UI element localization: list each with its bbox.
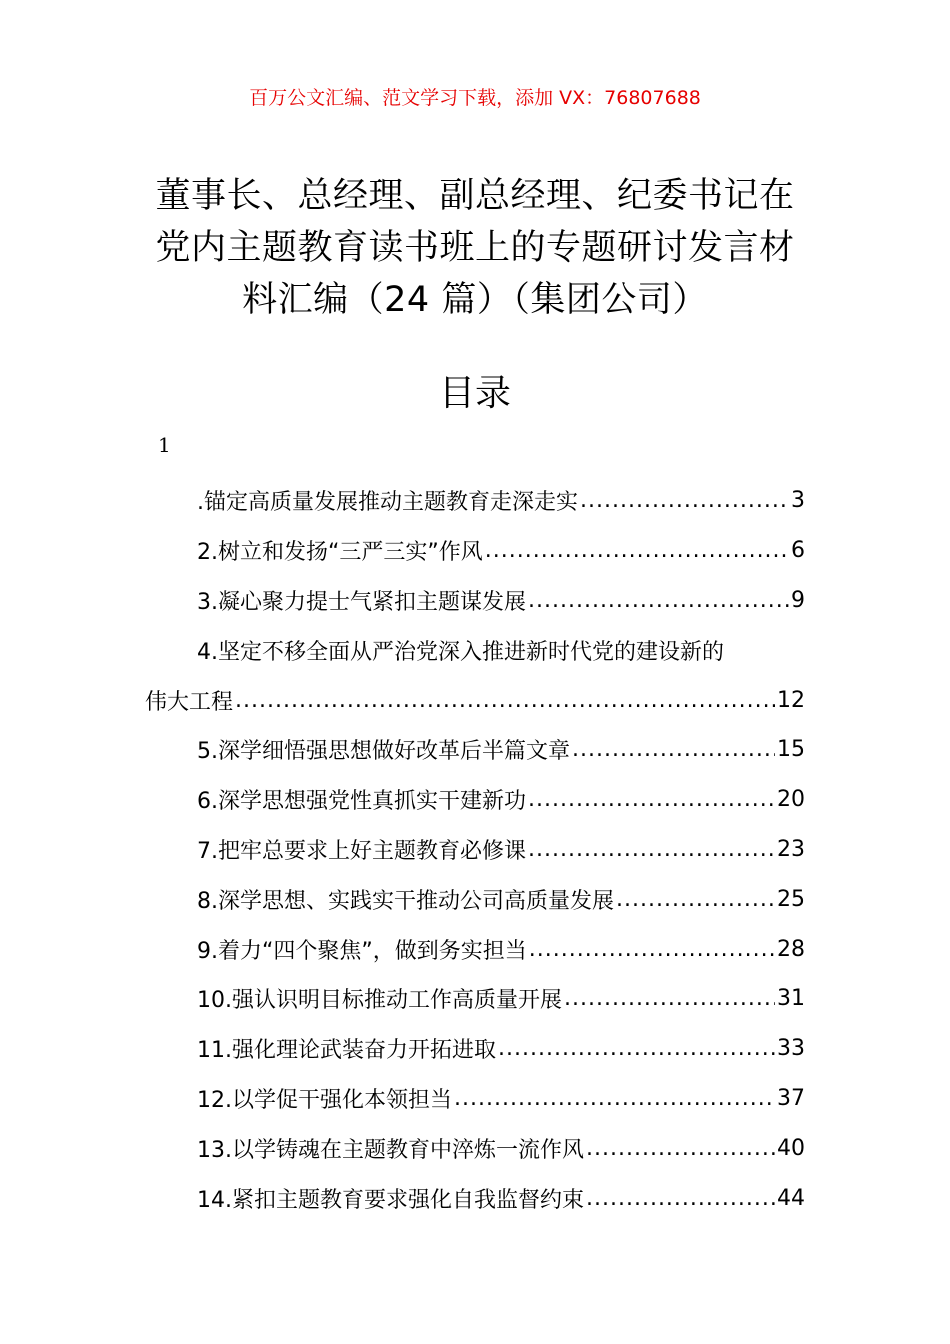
toc-leader-dots: [586, 1136, 775, 1161]
toc-entry-2[interactable]: [145, 526, 805, 576]
toc-entry-label-line-1: 4.坚定不移全面从严治党深入推进新时代党的建设新的: [197, 639, 724, 665]
toc-entry-page: 12: [777, 687, 805, 713]
toc-entry-label: 6.深学思想强党性真抓实干建新功: [197, 789, 526, 815]
toc-entry-label: 14.紧扣主题教育要求强化自我监督约束: [197, 1187, 584, 1213]
toc-entry-page: 3: [791, 488, 805, 514]
toc-entry-label: .锚定高质量发展推动主题教育走深走实: [197, 490, 578, 516]
toc-entry-page: 44: [777, 1185, 805, 1211]
toc-leader-dots: [529, 937, 775, 962]
toc-entry-label: 7.把牢总要求上好主题教育必修课: [197, 838, 526, 864]
toc-leader-dots: [485, 538, 789, 563]
toc-entry-11[interactable]: [145, 1024, 805, 1074]
toc-entry-label: 2.树立和发扬“三严三实”作风: [197, 540, 483, 566]
title-line-2: 党内主题教育读书班上的专题研讨发言材: [155, 228, 795, 268]
document-title: [130, 170, 820, 326]
toc-entry-page: 28: [777, 936, 805, 962]
toc-entry-7[interactable]: [145, 825, 805, 875]
toc-leader-dots: [616, 887, 775, 912]
toc-entry-9[interactable]: [145, 924, 805, 974]
toc-leader-dots: [528, 588, 789, 613]
toc-entry-label: 8.深学思想、实践实干推动公司高质量发展: [197, 888, 614, 914]
toc-leader-dots: [586, 1186, 775, 1211]
toc-entry-1[interactable]: [145, 476, 805, 526]
title-line-3: 料汇编（24 篇）（集团公司）: [242, 280, 708, 320]
toc-entry-page: 9: [791, 587, 805, 613]
toc-entry-page: 37: [777, 1085, 805, 1111]
toc-leader-dots: [564, 986, 775, 1011]
toc-entry-label: 9.着力“四个聚焦”，做到务实担当: [197, 938, 527, 964]
toc-entry-label: 5.深学细悟强思想做好改革后半篇文章: [197, 739, 570, 765]
toc-entry-page: 31: [777, 986, 805, 1012]
toc-entry-8[interactable]: [145, 874, 805, 924]
toc-entry-14[interactable]: [145, 1173, 805, 1223]
toc-entry-page: 15: [777, 737, 805, 763]
toc-entry-page: 23: [777, 836, 805, 862]
toc-entry-10[interactable]: [145, 974, 805, 1024]
toc-entry-page: 20: [777, 787, 805, 813]
toc-entry-label: 13.以学铸魂在主题教育中淬炼一流作风: [197, 1137, 584, 1163]
toc-entry-13[interactable]: [145, 1123, 805, 1173]
toc-entry-3[interactable]: [145, 576, 805, 626]
toc-entry-page: 6: [791, 538, 805, 564]
toc-leader-dots: [454, 1086, 775, 1111]
toc-leader-dots: [235, 688, 775, 713]
toc-entry-page: 25: [777, 886, 805, 912]
header-note: 百万公文汇编、范文学习下载，添加 VX：76807688: [249, 87, 701, 109]
toc-leader-dots: [572, 737, 775, 762]
toc-leader-dots: [528, 787, 775, 812]
toc-entry-4[interactable]: [145, 625, 805, 675]
toc-entry-label: 10.强认识明目标推动工作高质量开展: [197, 988, 562, 1014]
toc-leader-dots: [528, 837, 775, 862]
toc-entry-12[interactable]: [145, 1074, 805, 1124]
title-line-1: 董事长、总经理、副总经理、纪委书记在: [155, 176, 795, 216]
toc-entry-page: 33: [777, 1036, 805, 1062]
toc-entry-label: 11.强化理论武装奋力开拓进取: [197, 1038, 496, 1064]
toc-entry-6[interactable]: [145, 775, 805, 825]
table-of-contents: [145, 476, 805, 1223]
toc-leader-dots: [498, 1036, 775, 1061]
toc-leader-dots: [580, 488, 789, 513]
toc-entry-4-continued[interactable]: [145, 675, 805, 725]
toc-heading: 目录: [438, 373, 511, 414]
toc-entry-label: 3.凝心聚力提士气紧扣主题谋发展: [197, 589, 526, 615]
stray-number: 1: [158, 433, 171, 457]
toc-entry-label: 12.以学促干强化本领担当: [197, 1087, 452, 1113]
toc-entry-label-line-2: 伟大工程: [145, 689, 234, 715]
toc-entry-5[interactable]: [145, 725, 805, 775]
toc-entry-page: 40: [777, 1135, 805, 1161]
